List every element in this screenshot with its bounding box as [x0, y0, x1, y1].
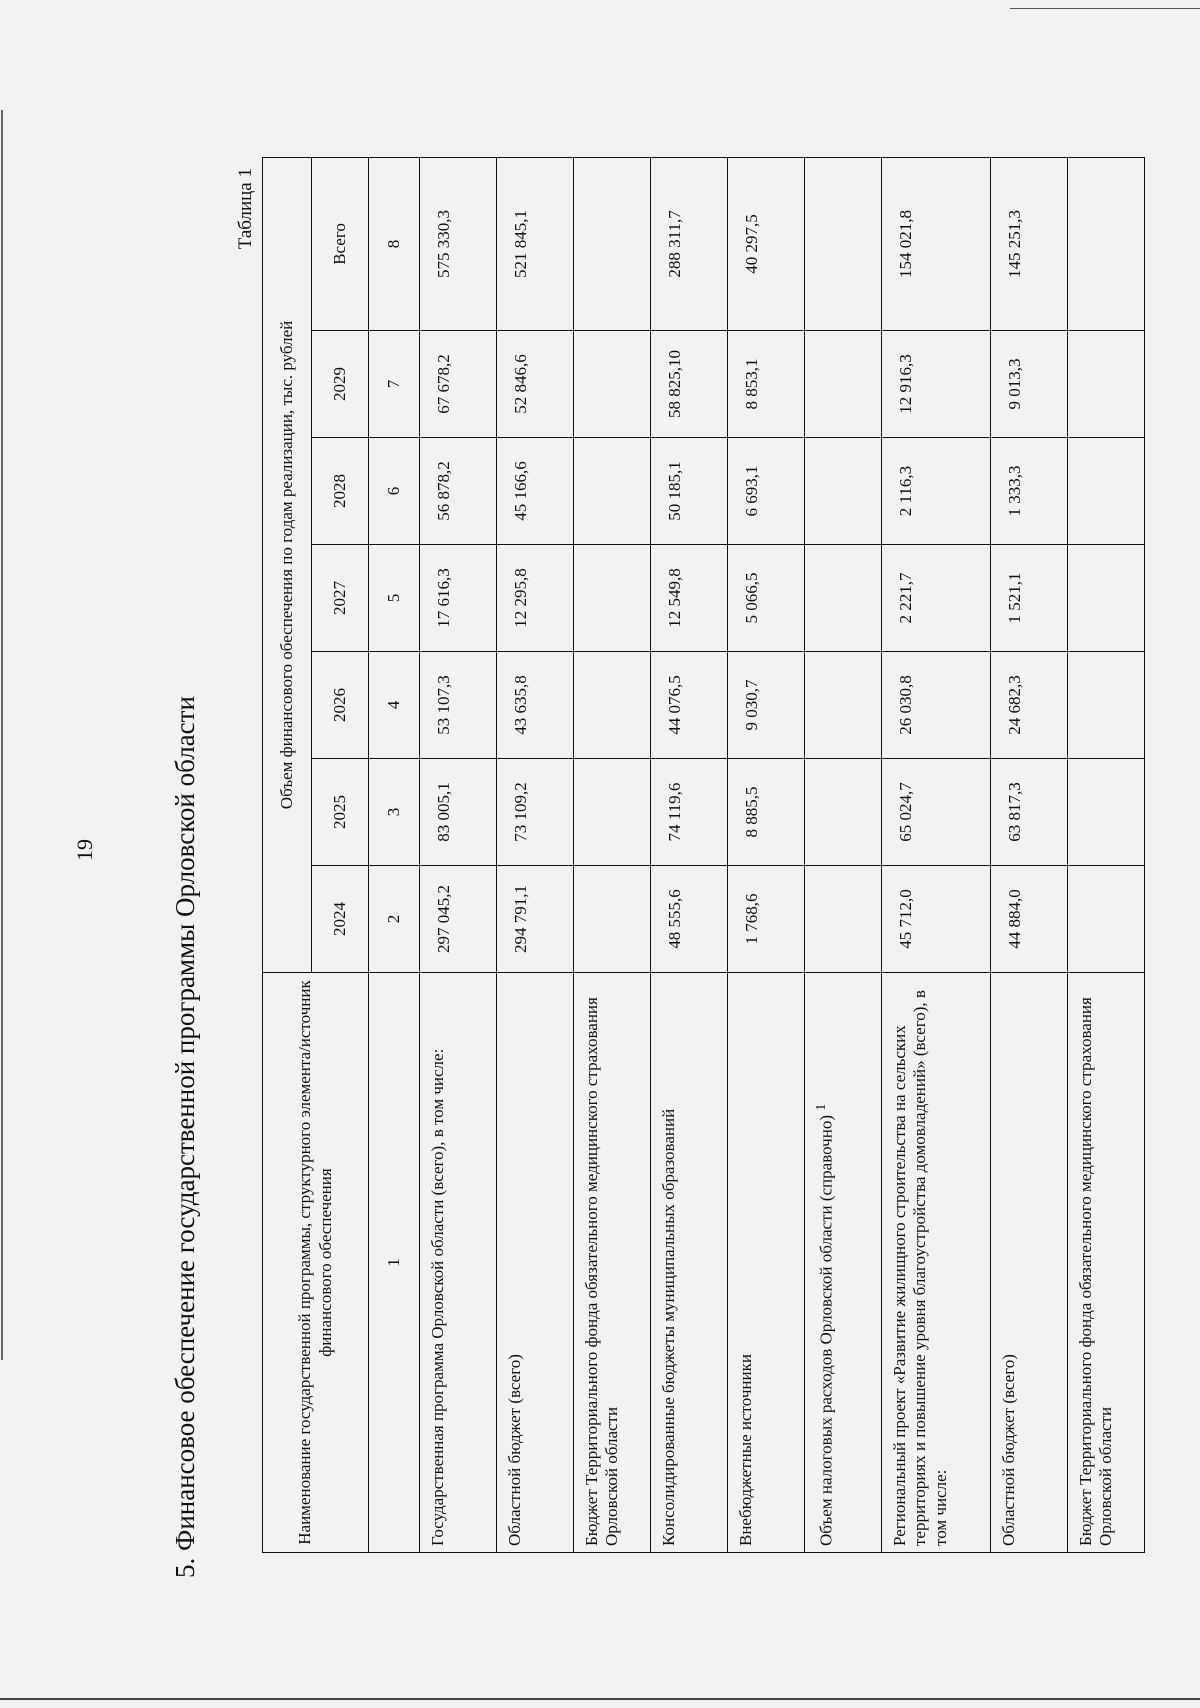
column-index: 7 [369, 331, 420, 438]
cell-value: 6 693,1 [728, 438, 805, 545]
row-name: Государственная программа Орловской области (всего), в том числе: [420, 973, 497, 1553]
cell-value [1068, 866, 1145, 973]
cell-total: 40 297,5 [728, 157, 805, 330]
cell-value: 44 076,5 [651, 652, 728, 759]
cell-value: 50 185,1 [651, 438, 728, 545]
cell-total [574, 157, 651, 330]
year-header: 2029 [312, 331, 369, 438]
table-row [420, 157, 497, 1552]
cell-value: 45 712,0 [882, 866, 991, 973]
cell-value: 74 119,6 [651, 759, 728, 866]
row-name: Областной бюджет (всего) [497, 973, 574, 1553]
table-row [651, 157, 728, 1552]
cell-value [1068, 438, 1145, 545]
cell-value: 58 825,10 [651, 331, 728, 438]
table-row [1068, 157, 1145, 1552]
cell-value [1068, 331, 1145, 438]
cell-value: 17 616,3 [420, 545, 497, 652]
column-index: 8 [369, 157, 420, 330]
year-header: 2027 [312, 545, 369, 652]
cell-value: 12 916,3 [882, 331, 991, 438]
cell-value [574, 438, 651, 545]
cell-total: 145 251,3 [991, 157, 1068, 330]
financing-table [262, 157, 1145, 1553]
cell-value [1068, 652, 1145, 759]
year-header: 2028 [312, 438, 369, 545]
cell-value: 67 678,2 [420, 331, 497, 438]
cell-total [805, 157, 882, 330]
column-index: 4 [369, 652, 420, 759]
cell-value: 294 791,1 [497, 866, 574, 973]
cell-value: 73 109,2 [497, 759, 574, 866]
cell-value [1068, 545, 1145, 652]
cell-value: 63 817,3 [991, 759, 1068, 866]
cell-value: 8 885,5 [728, 759, 805, 866]
row-name: Внебюджетные источники [728, 973, 805, 1553]
cell-value [574, 652, 651, 759]
cell-value [1068, 759, 1145, 866]
row-name: Бюджет Территориального фонда обязательного медицинского страхования Орловской области [1068, 973, 1145, 1553]
cell-value: 12 549,8 [651, 545, 728, 652]
cell-value: 44 884,0 [991, 866, 1068, 973]
cell-value [805, 545, 882, 652]
column-index: 2 [369, 866, 420, 973]
page-number: 19 [72, 839, 97, 861]
cell-total [1068, 157, 1145, 330]
page-title: 5. Финансовое обеспечение государственной программы Орловской области [170, 696, 200, 1578]
column-index: 5 [369, 545, 420, 652]
row-name [805, 973, 882, 1553]
cell-value [574, 545, 651, 652]
table-row [805, 157, 882, 1552]
cell-value: 297 045,2 [420, 866, 497, 973]
cell-value: 56 878,2 [420, 438, 497, 545]
cell-value [805, 652, 882, 759]
cell-value: 9 030,7 [728, 652, 805, 759]
year-header: 2024 [312, 866, 369, 973]
cell-value: 2 116,3 [882, 438, 991, 545]
column-index: 3 [369, 759, 420, 866]
cell-value: 5 066,5 [728, 545, 805, 652]
cell-value: 1 521,1 [991, 545, 1068, 652]
column-index: 6 [369, 438, 420, 545]
table-row [882, 157, 991, 1552]
cell-value [574, 759, 651, 866]
footnote-marker: 1 [813, 1103, 829, 1111]
cell-value: 1 768,6 [728, 866, 805, 973]
cell-value: 43 635,8 [497, 652, 574, 759]
cell-total: 288 311,7 [651, 157, 728, 330]
table-label: Таблица 1 [235, 168, 256, 250]
column-index: 1 [369, 973, 420, 1553]
total-header: Всего [312, 157, 369, 330]
year-header: 2026 [312, 652, 369, 759]
cell-value: 52 846,6 [497, 331, 574, 438]
cell-value [805, 866, 882, 973]
cell-value [574, 866, 651, 973]
cell-value: 53 107,3 [420, 652, 497, 759]
row-name: Бюджет Территориального фонда обязательного медицинского страхования Орловской области [574, 973, 651, 1553]
cell-value: 9 013,3 [991, 331, 1068, 438]
cell-value: 45 166,6 [497, 438, 574, 545]
volume-header: Объем финансового обеспечения по годам реализации, тыс. рублей [263, 157, 312, 972]
cell-value: 65 024,7 [882, 759, 991, 866]
cell-value [805, 759, 882, 866]
table-row [991, 157, 1068, 1552]
cell-value: 48 555,6 [651, 866, 728, 973]
name-column-header: Наименование государственной программы, структурного элемента/источник финансового обеспечения [263, 973, 369, 1553]
cell-value: 1 333,3 [991, 438, 1068, 545]
cell-value: 26 030,8 [882, 652, 991, 759]
table-row [728, 157, 805, 1552]
cell-value [805, 438, 882, 545]
cell-total: 521 845,1 [497, 157, 574, 330]
year-header: 2025 [312, 759, 369, 866]
cell-total: 575 330,3 [420, 157, 497, 330]
cell-value [574, 331, 651, 438]
row-name: Региональный проект «Развитие жилищного строительства на сельских территориях и повышение уровня благоустройства домовладений» (всего), в том числе: [882, 973, 991, 1553]
row-name: Областной бюджет (всего) [991, 973, 1068, 1553]
table-row [497, 157, 574, 1552]
cell-total: 154 021,8 [882, 157, 991, 330]
cell-value: 8 853,1 [728, 331, 805, 438]
cell-value: 83 005,1 [420, 759, 497, 866]
row-name: Консолидированные бюджеты муниципальных образований [651, 973, 728, 1553]
table-row [574, 157, 651, 1552]
cell-value: 2 221,7 [882, 545, 991, 652]
row-name-text: Объем налоговых расходов Орловской области (справочно) [816, 1115, 836, 1546]
cell-value: 12 295,8 [497, 545, 574, 652]
cell-value [805, 331, 882, 438]
cell-value: 24 682,3 [991, 652, 1068, 759]
